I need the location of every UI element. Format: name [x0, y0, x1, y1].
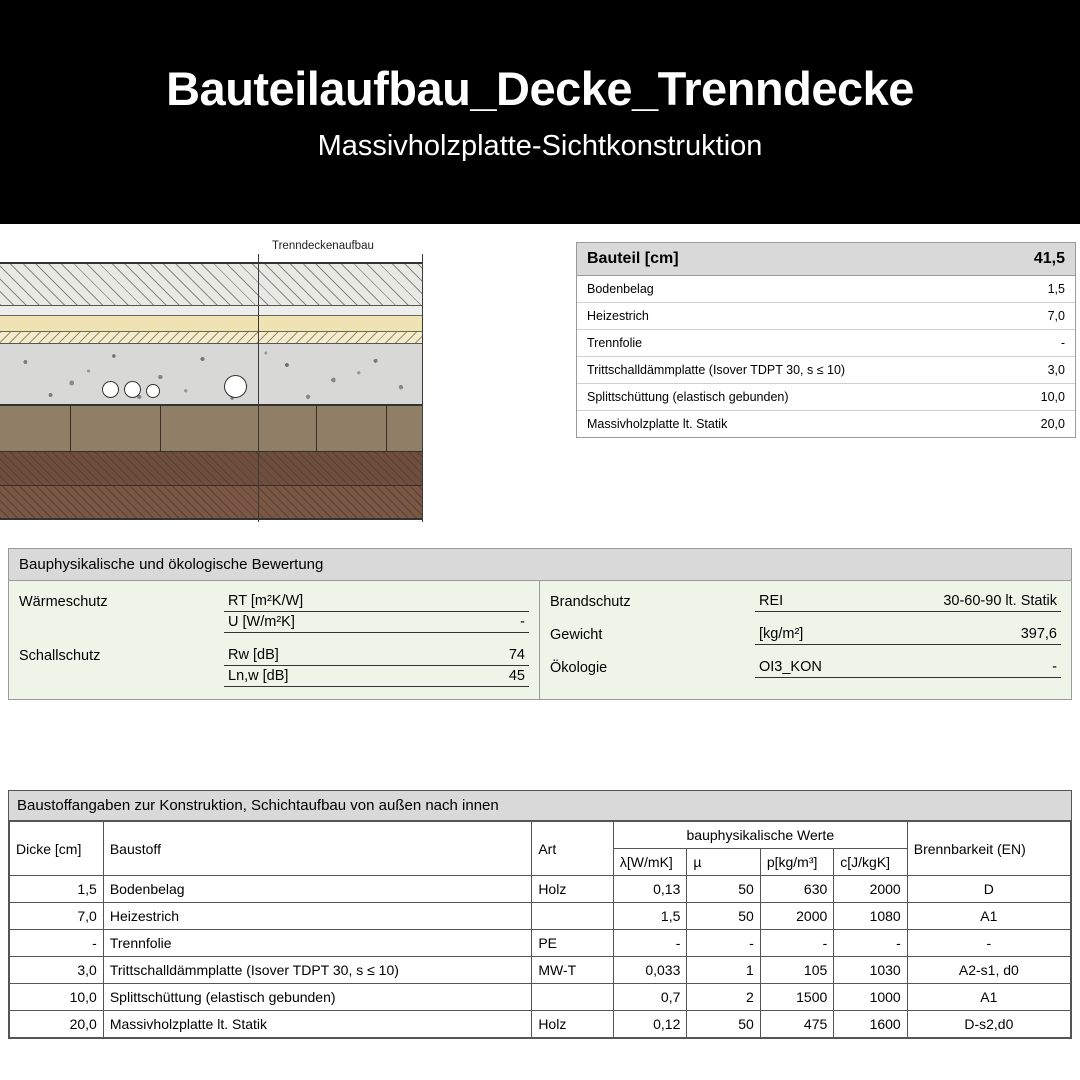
bewertung-title: Bauphysikalische und ökologische Bewertung	[9, 549, 1071, 581]
cell-art: Holz	[532, 1011, 614, 1038]
cell-dicke: 3,0	[10, 957, 104, 984]
cell-brennbarkeit: D	[907, 876, 1070, 903]
drawing-layer-splittschuettung	[0, 344, 422, 406]
baustoff-title: Baustoffangaben zur Konstruktion, Schichtaufbau von außen nach innen	[9, 791, 1071, 821]
bewertung-field-label: RT [m²K/W]	[228, 593, 304, 609]
cell-brennbarkeit: A1	[907, 984, 1070, 1011]
cell-art	[532, 984, 614, 1011]
bewertung-group-oekologie	[550, 657, 1061, 678]
table-row	[577, 384, 1075, 411]
cell-c: 1030	[834, 957, 907, 984]
drawing-layer-massivholz-1	[0, 406, 422, 452]
cell-baustoff: Heizestrich	[103, 903, 531, 930]
header-c: c[J/kgK]	[834, 849, 907, 876]
cell-c: 1080	[834, 903, 907, 930]
pipe-icon	[102, 381, 119, 398]
cell-dicke: 1,5	[10, 876, 104, 903]
baustoff-table	[9, 821, 1071, 1038]
bauteil-row-label: Trennfolie	[587, 336, 643, 350]
bewertung-field-value: -	[1052, 659, 1057, 675]
pipe-icon	[146, 384, 160, 398]
bauteil-row-label: Heizestrich	[587, 309, 649, 323]
bewertung-field	[755, 624, 1061, 645]
bewertung-field-label: Ln,w [dB]	[228, 668, 289, 684]
cell-dicke: 10,0	[10, 984, 104, 1011]
bauteil-table	[576, 242, 1076, 438]
cell-art: PE	[532, 930, 614, 957]
bauteil-row-label: Bodenbelag	[587, 282, 654, 296]
cell-lambda: 0,033	[613, 957, 686, 984]
drawing-right-edge-line	[422, 254, 423, 522]
bewertung-field-value: -	[520, 614, 525, 630]
drawing-layer-heizestrich	[0, 316, 422, 332]
header-bauphysikalische-werte: bauphysikalische Werte	[613, 822, 907, 849]
header-baustoff: Baustoff	[103, 822, 531, 876]
drawing-layer-estrich	[0, 306, 422, 316]
bewertung-group-schallschutz	[19, 645, 529, 687]
bewertung-field-value: 397,6	[1020, 626, 1057, 642]
cell-lambda: -	[613, 930, 686, 957]
cell-lambda: 0,12	[613, 1011, 686, 1038]
page-header	[0, 0, 1080, 224]
cell-brennbarkeit: -	[907, 930, 1070, 957]
bewertung-category-label: Schallschutz	[19, 648, 101, 664]
upper-section	[0, 224, 1080, 524]
bewertung-category-label: Ökologie	[550, 660, 608, 676]
pipe-icon	[124, 381, 141, 398]
bewertung-field-value: 30-60-90 lt. Statik	[943, 593, 1057, 609]
bewertung-category-label: Gewicht	[550, 627, 603, 643]
cell-rho: 630	[760, 876, 833, 903]
bauteil-row-value: -	[1060, 336, 1065, 350]
bauteil-row-label: Massivholzplatte lt. Statik	[587, 417, 728, 431]
bewertung-field-label: U [W/m²K]	[228, 614, 295, 630]
bauteil-row-label: Splittschüttung (elastisch gebunden)	[587, 390, 789, 404]
table-row	[10, 1011, 1071, 1038]
header-rho: p[kg/m³]	[760, 849, 833, 876]
bewertung-group-gewicht	[550, 624, 1061, 645]
cell-mu: 2	[687, 984, 760, 1011]
cell-c: 1000	[834, 984, 907, 1011]
bauteil-header-row	[577, 243, 1075, 276]
table-row	[10, 876, 1071, 903]
cell-c: 2000	[834, 876, 907, 903]
cell-lambda: 0,7	[613, 984, 686, 1011]
table-row	[10, 903, 1071, 930]
bewertung-field-label: REI	[759, 593, 784, 609]
table-row	[10, 984, 1071, 1011]
bewertung-field	[224, 645, 529, 666]
cell-lambda: 1,5	[613, 903, 686, 930]
bewertung-category-label: Brandschutz	[550, 594, 631, 610]
cell-mu: -	[687, 930, 760, 957]
bewertung-group-brandschutz	[550, 591, 1061, 612]
cell-lambda: 0,13	[613, 876, 686, 903]
cell-brennbarkeit: A1	[907, 903, 1070, 930]
cell-brennbarkeit: A2-s1, d0	[907, 957, 1070, 984]
cell-rho: -	[760, 930, 833, 957]
bauteil-row-value: 1,5	[1047, 282, 1065, 296]
bewertung-right-column	[540, 581, 1071, 699]
cell-baustoff: Massivholzplatte lt. Statik	[103, 1011, 531, 1038]
table-row	[577, 303, 1075, 330]
cross-section-drawing	[0, 240, 425, 522]
bewertung-field	[224, 666, 529, 687]
bewertung-left-column	[9, 581, 540, 699]
page-subtitle: Massivholzplatte-Sichtkonstruktion	[317, 130, 763, 162]
bewertung-field-value: 45	[508, 668, 525, 684]
cell-art	[532, 903, 614, 930]
header-art: Art	[532, 822, 614, 876]
cell-mu: 50	[687, 876, 760, 903]
header-lambda: λ[W/mK]	[613, 849, 686, 876]
cell-art: MW-T	[532, 957, 614, 984]
drawing-layer-massivholz-3	[0, 486, 422, 520]
cell-baustoff: Trennfolie	[103, 930, 531, 957]
table-header-row	[10, 822, 1071, 849]
table-row	[577, 411, 1075, 437]
cell-dicke: -	[10, 930, 104, 957]
bauteil-row-value: 7,0	[1047, 309, 1065, 323]
baustoff-table-panel	[8, 790, 1072, 1039]
cell-baustoff: Splittschüttung (elastisch gebunden)	[103, 984, 531, 1011]
drawing-layer-massivholz-2	[0, 452, 422, 486]
bewertung-field-label: [kg/m²]	[759, 626, 804, 642]
bewertung-field	[224, 591, 529, 612]
header-dicke: Dicke [cm]	[10, 822, 104, 876]
cell-rho: 2000	[760, 903, 833, 930]
bewertung-panel	[8, 548, 1072, 700]
table-row	[577, 330, 1075, 357]
page-title: Bauteilaufbau_Decke_Trenndecke	[166, 62, 914, 115]
bewertung-group-waermeschutz	[19, 591, 529, 633]
table-row	[10, 957, 1071, 984]
cell-rho: 1500	[760, 984, 833, 1011]
cell-mu: 50	[687, 1011, 760, 1038]
cell-baustoff: Trittschalldämmplatte (Isover TDPT 30, s ≤ 10)	[103, 957, 531, 984]
bauteil-row-value: 20,0	[1040, 417, 1065, 431]
drawing-divider-line	[258, 254, 259, 522]
cell-art: Holz	[532, 876, 614, 903]
table-row	[10, 930, 1071, 957]
table-row	[577, 276, 1075, 303]
bewertung-field	[755, 591, 1061, 612]
header-mu: µ	[687, 849, 760, 876]
header-brennbarkeit: Brennbarkeit (EN)	[907, 822, 1070, 876]
bauteil-row-value: 10,0	[1040, 390, 1065, 404]
cell-dicke: 20,0	[10, 1011, 104, 1038]
cell-rho: 105	[760, 957, 833, 984]
bauteil-header-value: 41,5	[1033, 250, 1065, 267]
bewertung-field-value: 74	[508, 647, 525, 663]
bewertung-category-label: Wärmeschutz	[19, 594, 108, 610]
bewertung-field	[755, 657, 1061, 678]
pipe-icon	[224, 375, 247, 398]
cell-rho: 475	[760, 1011, 833, 1038]
cell-c: -	[834, 930, 907, 957]
bewertung-field-label: Rw [dB]	[228, 647, 279, 663]
bauteil-row-label: Trittschalldämmplatte (Isover TDPT 30, s ≤ 10)	[587, 363, 846, 377]
drawing-caption: Trenndeckenaufbau	[272, 240, 374, 252]
cell-baustoff: Bodenbelag	[103, 876, 531, 903]
bewertung-field-label: OI3_KON	[759, 659, 822, 675]
drawing-layer-trittschall	[0, 332, 422, 344]
bauteil-row-value: 3,0	[1047, 363, 1065, 377]
bauteil-header-label: Bauteil [cm]	[587, 250, 679, 267]
cell-brennbarkeit: D-s2,d0	[907, 1011, 1070, 1038]
cell-c: 1600	[834, 1011, 907, 1038]
bewertung-field	[224, 612, 529, 633]
table-row	[577, 357, 1075, 384]
splitt-texture	[0, 344, 422, 404]
drawing-layer-bodenbelag	[0, 264, 422, 306]
cell-mu: 1	[687, 957, 760, 984]
cell-mu: 50	[687, 903, 760, 930]
cell-dicke: 7,0	[10, 903, 104, 930]
